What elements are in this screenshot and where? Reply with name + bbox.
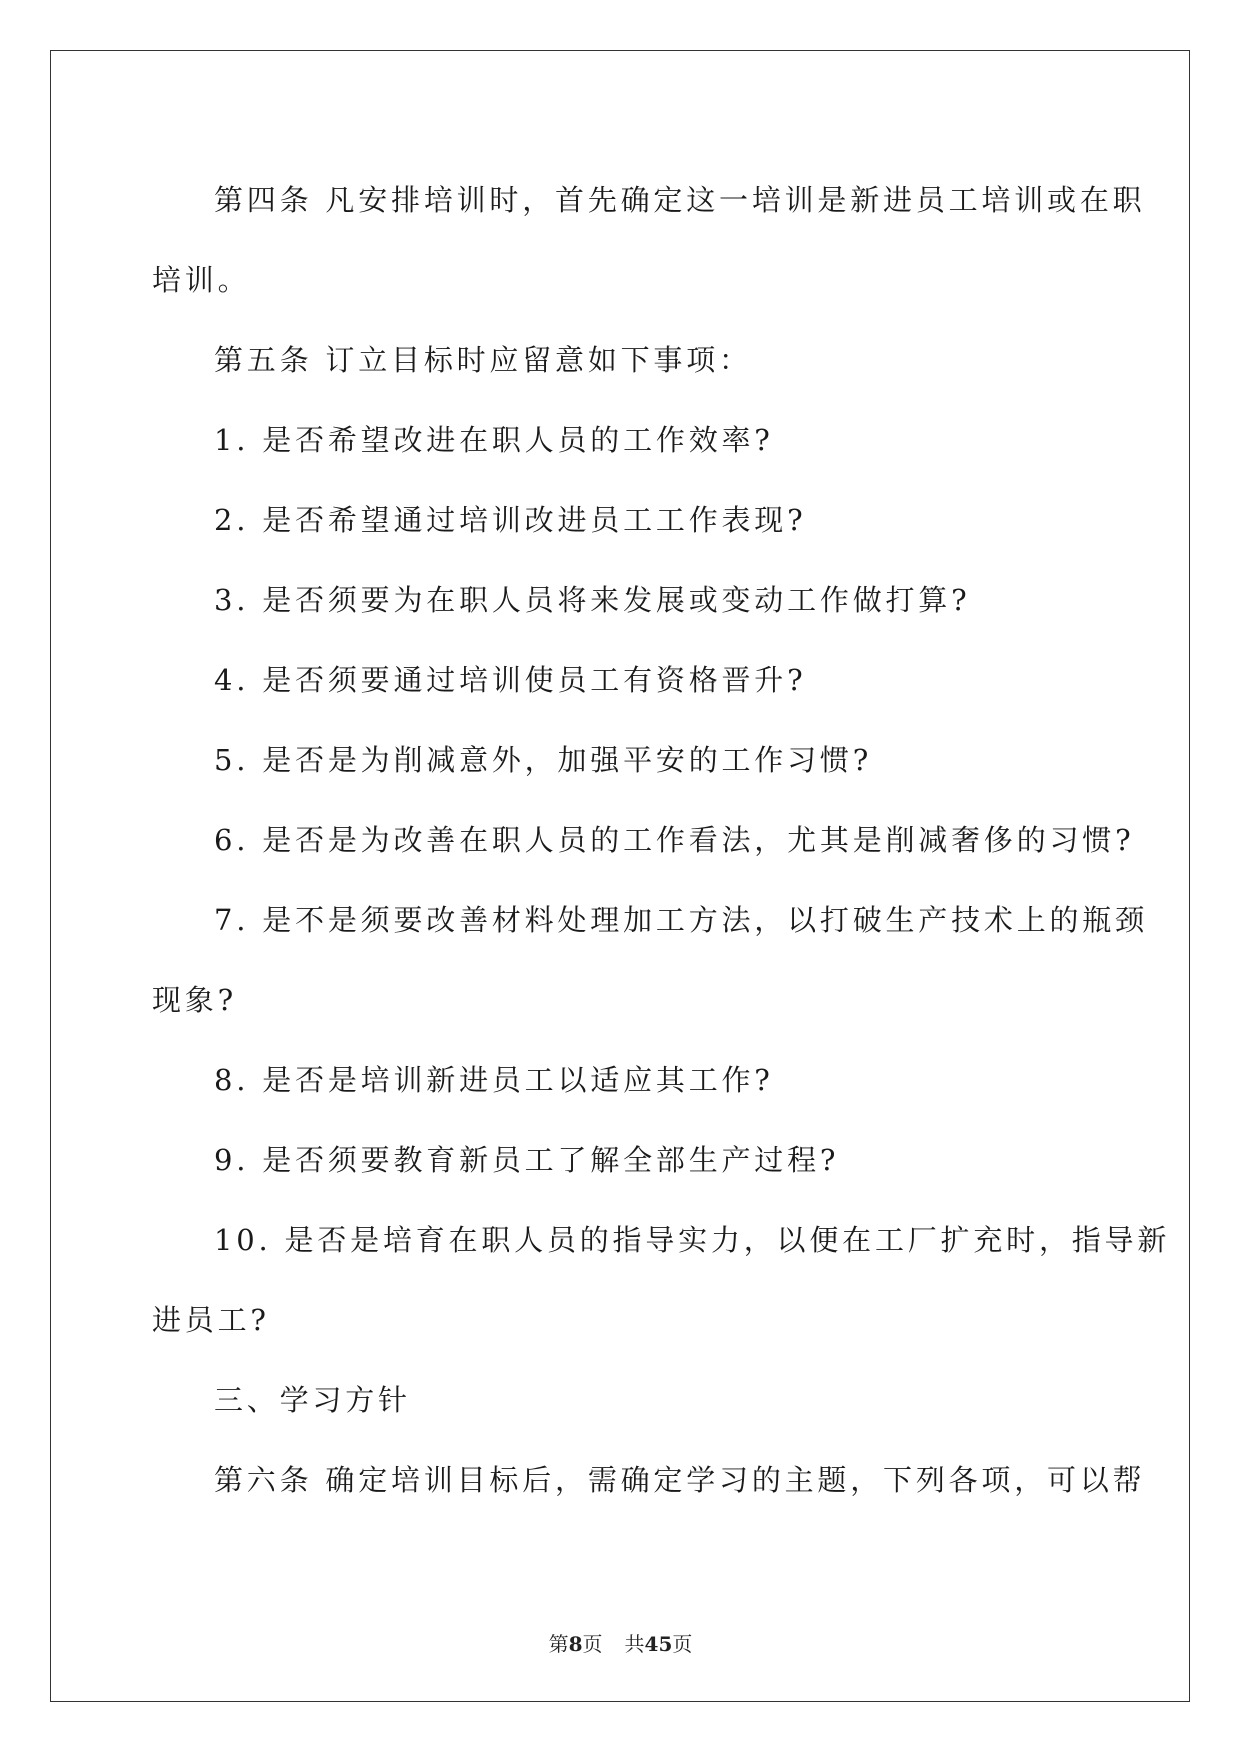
paragraph-line: 培训。 bbox=[152, 263, 251, 297]
list-item-4 bbox=[152, 640, 1090, 720]
list-item-text: 现象? bbox=[152, 983, 237, 1017]
footer-prefix: 第 bbox=[548, 1632, 569, 1656]
total-page-count: 45 bbox=[644, 1632, 673, 1656]
list-item-text: 进员工? bbox=[152, 1303, 270, 1337]
list-item-text: 4. 是否须要通过培训使员工有资格晋升? bbox=[214, 663, 807, 697]
list-item-7 bbox=[152, 880, 1148, 960]
list-item-text: 8. 是否是培训新进员工以适应其工作? bbox=[214, 1063, 774, 1097]
page-footer bbox=[0, 1628, 1241, 1657]
current-page-number: 8 bbox=[568, 1632, 583, 1656]
list-item-2 bbox=[152, 480, 1090, 560]
paragraph-article-4 bbox=[152, 160, 1146, 240]
paragraph-continuation bbox=[152, 240, 1090, 320]
list-item-text: 6. 是否是为改善在职人员的工作看法，尤其是削减奢侈的习惯? bbox=[214, 823, 1135, 857]
list-item-text: 3. 是否须要为在职人员将来发展或变动工作做打算? bbox=[214, 583, 971, 617]
list-item-5 bbox=[152, 720, 1090, 800]
list-item-text: 1. 是否希望改进在职人员的工作效率? bbox=[214, 423, 774, 457]
footer-page-word: 页 bbox=[582, 1632, 603, 1656]
list-item-text: 5. 是否是为削减意外，加强平安的工作习惯? bbox=[214, 743, 873, 777]
list-item-10 bbox=[152, 1200, 1171, 1280]
footer-total-prefix: 共 bbox=[624, 1632, 645, 1656]
list-item-text: 7. 是不是须要改善材料处理加工方法，以打破生产技术上的瓶颈 bbox=[214, 903, 1148, 937]
footer-total-suffix: 页 bbox=[672, 1632, 693, 1656]
list-item-text: 10. 是否是培育在职人员的指导实力，以便在工厂扩充时，指导新 bbox=[214, 1223, 1171, 1257]
paragraph-line: 第四条 凡安排培训时，首先确定这一培训是新进员工培训或在职 bbox=[214, 183, 1146, 217]
section-heading-text: 三、学习方针 bbox=[214, 1383, 411, 1417]
paragraph-line: 第六条 确定培训目标后，需确定学习的主题，下列各项，可以帮 bbox=[214, 1463, 1146, 1497]
paragraph-article-5 bbox=[152, 320, 1090, 400]
list-item-1 bbox=[152, 400, 1090, 480]
list-item-9 bbox=[152, 1120, 1090, 1200]
list-item-3 bbox=[152, 560, 1090, 640]
list-item-6 bbox=[152, 800, 1135, 880]
paragraph-article-6 bbox=[152, 1440, 1146, 1520]
list-item-8 bbox=[152, 1040, 1090, 1120]
list-item-7-continuation bbox=[152, 960, 1090, 1040]
section-heading bbox=[152, 1360, 1090, 1440]
paragraph-line: 第五条 订立目标时应留意如下事项： bbox=[214, 343, 752, 377]
document-body bbox=[152, 160, 1171, 1520]
list-item-text: 2. 是否希望通过培训改进员工工作表现? bbox=[214, 503, 807, 537]
list-item-10-continuation bbox=[152, 1280, 1090, 1360]
list-item-text: 9. 是否须要教育新员工了解全部生产过程? bbox=[214, 1143, 840, 1177]
